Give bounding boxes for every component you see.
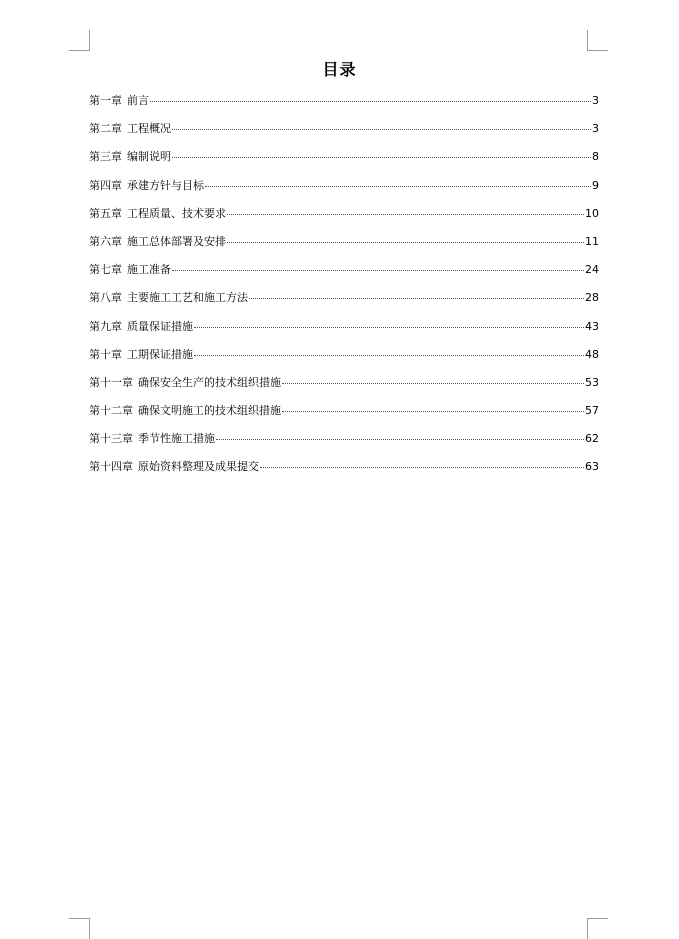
crop-mark-bottom-left xyxy=(69,918,90,939)
toc-leader xyxy=(194,355,584,356)
toc-chapter: 第十四章 xyxy=(89,460,133,474)
toc-chapter: 第一章 xyxy=(89,94,122,107)
toc-page-number: 48 xyxy=(585,347,599,361)
toc-entry[interactable] xyxy=(89,148,599,176)
toc-entry-title: 主要施工工艺和施工方法 xyxy=(127,291,248,305)
toc-leader xyxy=(205,186,591,187)
toc-entry[interactable] xyxy=(89,92,599,120)
toc-page-number: 24 xyxy=(585,263,599,277)
toc-chapter: 第六章 xyxy=(89,234,122,248)
crop-mark-bottom-right xyxy=(587,918,608,939)
toc-chapter: 第三章 xyxy=(89,150,122,164)
toc-title: 目录 xyxy=(322,60,357,79)
toc-page-number: 3 xyxy=(592,122,599,136)
toc-page-number: 43 xyxy=(585,319,599,333)
toc-entry[interactable] xyxy=(89,261,599,289)
toc-page-number: 53 xyxy=(585,375,599,389)
toc-leader xyxy=(172,157,591,158)
toc-chapter: 第十章 xyxy=(89,347,122,361)
toc-chapter: 第九章 xyxy=(89,319,122,333)
toc-page-number: 62 xyxy=(585,432,599,446)
toc-entry-title: 前言 xyxy=(127,94,149,107)
toc-page-number: 11 xyxy=(585,234,599,248)
toc-page-number: 8 xyxy=(592,150,599,164)
toc-chapter: 第七章 xyxy=(89,263,122,277)
toc-page-number: 28 xyxy=(585,291,599,305)
crop-mark-top-left xyxy=(69,30,90,51)
toc-page-number: 9 xyxy=(592,178,599,192)
toc-entry[interactable] xyxy=(89,458,599,486)
toc-leader xyxy=(249,298,584,299)
toc-entry-title: 工程概况 xyxy=(127,122,171,136)
toc-entry-title: 季节性施工措施 xyxy=(138,432,215,446)
toc-entry[interactable] xyxy=(89,430,599,458)
toc-entry-title: 施工总体部署及安排 xyxy=(127,234,226,248)
toc-page-number: 57 xyxy=(585,404,599,418)
toc-chapter: 第八章 xyxy=(89,291,122,305)
toc-entry[interactable] xyxy=(89,233,599,261)
toc-entry[interactable] xyxy=(89,402,599,430)
toc-entry-title: 工期保证措施 xyxy=(127,347,193,361)
toc-leader xyxy=(260,467,584,468)
toc-entry[interactable] xyxy=(89,346,599,374)
toc-chapter: 第四章 xyxy=(89,178,122,192)
toc-chapter: 第五章 xyxy=(89,206,122,220)
toc-leader xyxy=(216,439,584,440)
toc-entry-title: 工程质量、技术要求 xyxy=(127,206,226,220)
table-of-contents xyxy=(89,92,599,487)
toc-chapter: 第十一章 xyxy=(89,375,133,389)
toc-leader xyxy=(282,411,584,412)
toc-page-number: 3 xyxy=(592,94,599,107)
toc-entry[interactable] xyxy=(89,120,599,148)
toc-entry-title: 承建方针与目标 xyxy=(127,178,204,192)
toc-entry-title: 质量保证措施 xyxy=(127,319,193,333)
toc-entry-title: 施工准备 xyxy=(127,263,171,277)
toc-chapter: 第十三章 xyxy=(89,432,133,446)
crop-mark-top-right xyxy=(587,30,608,51)
toc-leader xyxy=(172,129,591,130)
toc-leader xyxy=(227,214,584,215)
toc-entry[interactable] xyxy=(89,177,599,205)
toc-page-number: 10 xyxy=(585,206,599,220)
toc-entry[interactable] xyxy=(89,318,599,346)
toc-leader xyxy=(172,270,584,271)
toc-entry[interactable] xyxy=(89,289,599,317)
toc-chapter: 第二章 xyxy=(89,122,122,136)
toc-entry-title: 确保安全生产的技术组织措施 xyxy=(138,375,281,389)
toc-chapter: 第十二章 xyxy=(89,404,133,418)
toc-page-number: 63 xyxy=(585,460,599,474)
toc-leader xyxy=(282,383,584,384)
toc-entry[interactable] xyxy=(89,205,599,233)
toc-leader xyxy=(150,101,591,102)
toc-entry-title: 原始资料整理及成果提交 xyxy=(138,460,259,474)
toc-leader xyxy=(227,242,584,243)
toc-entry-title: 确保文明施工的技术组织措施 xyxy=(138,404,281,418)
toc-entry[interactable] xyxy=(89,374,599,402)
toc-leader xyxy=(194,327,584,328)
toc-entry-title: 编制说明 xyxy=(127,150,171,164)
